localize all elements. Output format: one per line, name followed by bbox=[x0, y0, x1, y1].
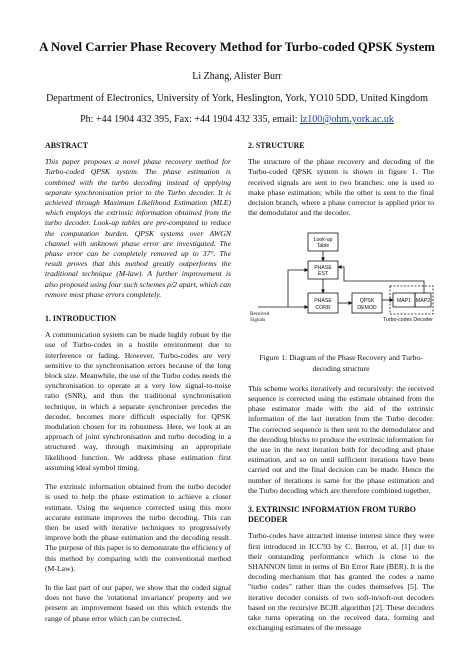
received-label-1: Received bbox=[250, 311, 270, 318]
phase-corr-label-1: PHASE bbox=[314, 298, 332, 305]
intro-paragraph-3: In the last part of our paper, we show that the coded signal does not have the 'rotational invariance' property and we present an improvement based on this which extends the range of phase error which can be corrected. bbox=[45, 582, 231, 623]
qpsk-demod-label-2: DEMOD bbox=[357, 305, 377, 312]
qpsk-demod-label-1: QPSK bbox=[359, 298, 375, 305]
structure-paragraph-1: The structure of the phase recovery and decoding of the Turbo-coded QPSK system is shown in figure 1. The received signals are sent to two branches: one is used to make phase estimation; while the other is sent to the final decision branch, where a phase corrector is applied prior to the demodulator and the decoder. bbox=[248, 157, 434, 218]
figure-caption: Figure 1: Diagram of the Phase Recovery and Turbo-decoding structure bbox=[259, 353, 423, 373]
received-label-2: Signals bbox=[250, 317, 266, 324]
introduction-heading: 1. INTRODUCTION bbox=[45, 314, 117, 324]
phase-est-label-1: PHASE bbox=[314, 265, 332, 272]
phase-est-label-2: EST bbox=[317, 271, 329, 278]
paper-authors: Li Zhang, Alister Burr bbox=[192, 71, 282, 82]
turbo-decoder-label: Turbo-codes Decoder bbox=[383, 317, 433, 324]
structure-paragraph-2: This scheme works iteratively and recursively: the received sequence is corrected using the estimate obtained from the phase estimator made with the aid of the extrinsic information of the last iteration from the Turbo decoder. The corrected sequence is then sent to the demodulator and the decoding blocks to produce the extrinsic information for the use in the next iteration both for decoding and phase estimation, and so on until sufficient iterations have been carried out and the final decision can be made. Hence the number of iterations is same for the phase estimation and the Turbo decoding which are therefore combined together. bbox=[248, 383, 434, 495]
abstract-heading: ABSTRACT bbox=[45, 141, 88, 150]
map1-label: MAP1 bbox=[396, 298, 412, 305]
phase-recovery-diagram bbox=[248, 227, 434, 349]
lookup-label-1: Look-up bbox=[313, 237, 333, 244]
contact-text: Ph: +44 1904 432 395, Fax: +44 1904 432 335, email: bbox=[80, 114, 300, 125]
email-link[interactable]: lz100@ohm.york.ac.uk bbox=[299, 114, 394, 125]
intro-paragraph-2: The extrinsic information obtained from the turbo decoder is used to help the phase estimation to achieve a closer estimate. Using the sequence corrected using this more accurate estimate improves the turbo decoding. This can then be used with iterative techniques to progressively improve both the phase estimation and the decoding result. The purpose of this paper is to demonstrate the efficiency of this method by comparing with the conventional method (M-Law). bbox=[45, 482, 231, 573]
map2-label: MAP2 bbox=[415, 298, 431, 305]
abstract-text: This paper proposes a novel phase recovery method for Turbo-coded QPSK system. The phase estimation is combined with the turbo decoding instead of applying separate synchronisation prior to the Turbo decoder. It is achieved through Maximum Likelihood Estimation (MLE) which employs the extrinsic information obtained from the turbo decoder. Look-up tables are pre-computed to reduce the computation burden. QPSK systems over AWGN channel with unknown phase error are investigated. The phase error can be completely removed up to 37°. The result proves that this method greatly outperforms the traditional technique (M-law). A further improvement is also proposed using four such schemes ρ/2 apart, which can remove most phase errors completely. bbox=[45, 157, 231, 299]
phase-corr-label-2: CORR bbox=[315, 305, 331, 312]
intro-paragraph-1: A communication system can be made highly robust by the use of Turbo-codes in a hostile environment due to interference or fading. However, Turbo-codes are very sensitive to the synchronisation errors because of the long block size. Meanwhile, the use of the Turbo codes needs the synchronisation to operate at a very low signal-to-noise ratio (SNR), and thus the traditional synchronisation technique, in which a separate synchroniser precedes the decoder, becomes more difficult especially for QPSK modulation chosen for its robustness. Here, we look at an approach of joint synchronisation and turbo decoding in a structured way, through maximising an appropriate likelihood function. We address phase estimation first assuming ideal symbol timing. bbox=[45, 330, 231, 472]
paper-title: A Novel Carrier Phase Recovery Method for Turbo-coded QPSK System bbox=[39, 40, 435, 54]
right-column bbox=[248, 141, 434, 643]
figure-1-diagram bbox=[248, 227, 434, 349]
left-column bbox=[45, 141, 231, 633]
structure-heading: 2. STRUCTURE bbox=[248, 141, 305, 150]
paper-affiliation: Department of Electronics, University of York, Heslington, York, YO10 5DD, United Kingdom bbox=[46, 93, 428, 104]
extrinsic-heading: 3. EXTRINSIC INFORMATION FROM TURBO DECODER bbox=[248, 505, 416, 525]
paper-contact bbox=[0, 114, 474, 125]
lookup-label-2: Table bbox=[316, 243, 330, 250]
extrinsic-paragraph-1: Turbo-codes have attracted intense interest since they were first introduced in ICC'93 by C. Berrou, et al. [1] due to their outstanding performance which is close to the SHANNON limit in terms of Bit Error Rate (BER). It is the decoding mechanism that has granted the codes a name "turbo codes" rather than the codes themselves [5]. The iterative decoder consists of two soft-in/soft-out decoders based on the recursive BCJR algorithm [2]. These decoders take turns operating on the received data, forming and exchanging estimates of the message bbox=[248, 531, 434, 633]
